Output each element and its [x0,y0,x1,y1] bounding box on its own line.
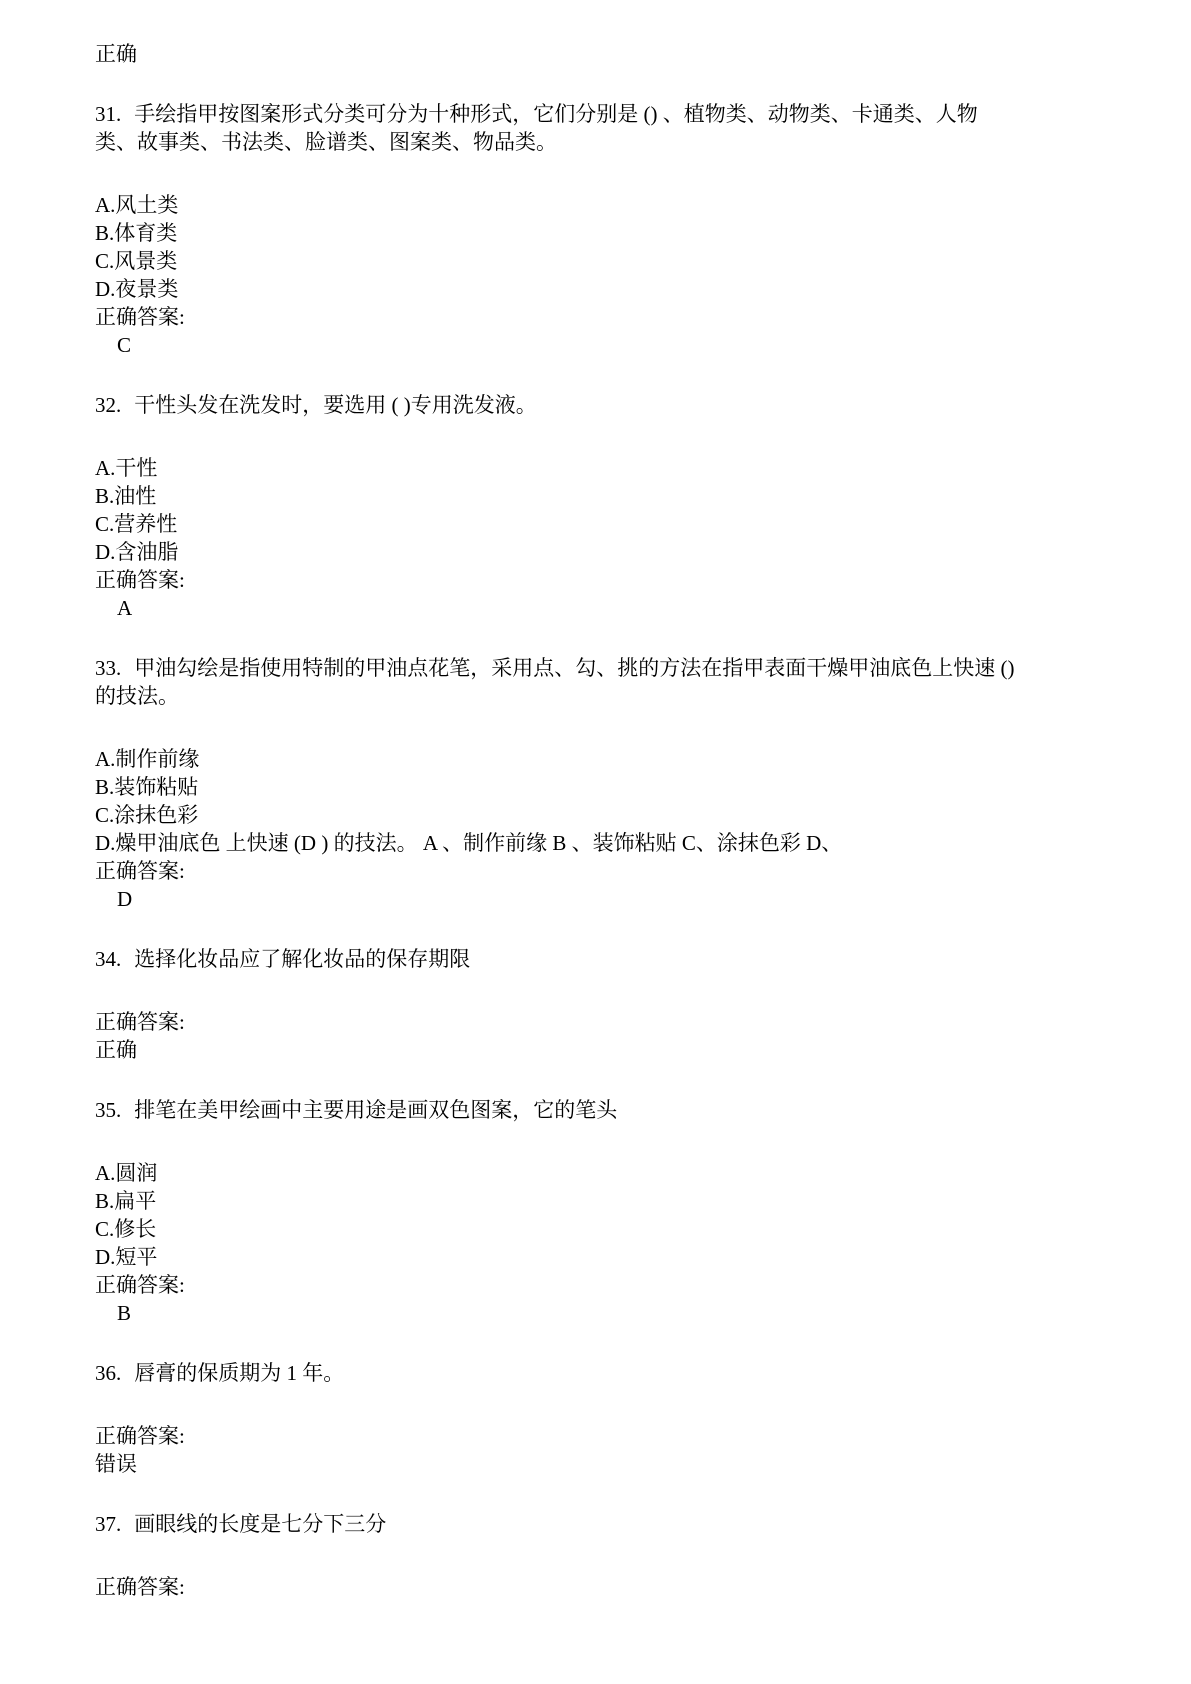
option-line: B.油性 [95,484,157,508]
option-line: C.涂抹色彩 [95,803,199,827]
question-body: 甲油勾绘是指使用特制的甲油点花笔，采用点、勾、挑的方法在指甲表面干燥甲油底色上快速 () 的技法。 [95,656,1020,708]
question-text [95,391,1015,419]
question-text [95,654,1020,710]
question-body: 选择化妆品应了解化妆品的保存期限 [134,947,471,971]
option-line: B.扁平 [95,1189,157,1213]
question-block [95,945,1015,1064]
question-number: 35. [95,1098,122,1122]
answer-label: 正确答案: [95,1273,185,1297]
carryover-answer-text: 正确 [95,42,137,66]
question-body: 唇膏的保质期为 1 年。 [134,1361,345,1385]
question-text [95,100,1015,156]
question-body: 画眼线的长度是七分下三分 [134,1512,387,1536]
question-number: 34. [95,947,122,971]
question-block [95,100,1015,359]
question-block [95,1096,1015,1327]
question-number: 37. [95,1512,122,1536]
answer-label: 正确答案: [95,568,185,592]
answer-label: 正确答案: [95,859,185,883]
option-line: B.装饰粘贴 [95,775,199,799]
option-line: D.燥甲油底色 上快速 (D ) 的技法。 A 、制作前缘 B 、装饰粘贴 C、涂抹色彩 D、 [95,831,843,855]
answer-label: 正确答案: [95,1575,185,1599]
question-block [95,654,1020,913]
question-block [95,391,1015,622]
options-list [95,454,1015,566]
question-body: 排笔在美甲绘画中主要用途是画双色图案，它的笔头 [134,1098,618,1122]
answer-value: A [117,596,133,620]
option-line: C.风景类 [95,249,178,273]
option-line: A.风土类 [95,193,179,217]
answer-value: D [117,887,133,911]
option-line: C.修长 [95,1217,157,1241]
answer-value: 错误 [95,1452,137,1476]
answer-label: 正确答案: [95,1424,185,1448]
options-list [95,745,1015,857]
question-text [95,1096,1015,1124]
answer-value: B [117,1301,132,1325]
answer-value: 正确 [95,1038,137,1062]
option-line: D.含油脂 [95,540,179,564]
question-number: 32. [95,393,122,417]
question-text [95,1359,1015,1387]
options-list [95,191,1015,303]
option-line: A.圆润 [95,1161,158,1185]
question-body: 手绘指甲按图案形式分类可分为十种形式，它们分别是 () 、植物类、动物类、卡通类、人物类、故事类、书法类、脸谱类、图案类、物品类。 [95,102,978,154]
option-line: B.体育类 [95,221,178,245]
question-number: 31. [95,102,122,126]
question-number: 36. [95,1361,122,1385]
option-line: A.制作前缘 [95,747,200,771]
question-list [95,100,1020,1601]
question-block [95,1510,1015,1601]
question-block [95,1359,1015,1478]
options-list [95,1159,1015,1271]
question-body: 干性头发在洗发时，要选用 ( )专用洗发液。 [134,393,537,417]
answer-value: C [117,333,132,357]
option-line: D.夜景类 [95,277,179,301]
question-text [95,945,1015,973]
option-line: D.短平 [95,1245,158,1269]
option-line: A.干性 [95,456,158,480]
answer-label: 正确答案: [95,1010,185,1034]
question-number: 33. [95,656,122,680]
question-text [95,1510,1015,1538]
option-line: C.营养性 [95,512,178,536]
answer-label: 正确答案: [95,305,185,329]
